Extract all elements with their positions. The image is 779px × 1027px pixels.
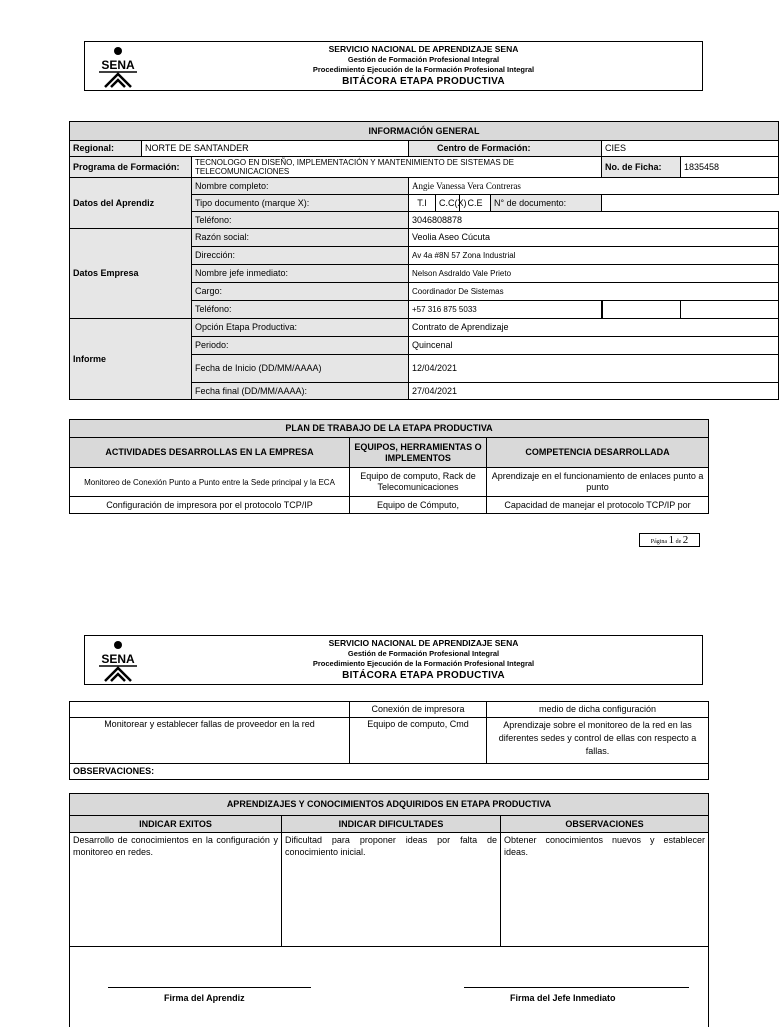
razon-label: Razón social: (192, 229, 409, 247)
plan-competencia: Capacidad de manejar el protocolo TCP/IP por (487, 497, 709, 514)
final-label: Fecha final (DD/MM/AAAA): (192, 383, 409, 400)
plan-competencia: medio de dicha configuración (487, 702, 709, 718)
svg-text:SENA: SENA (101, 58, 135, 72)
col-dificultades: INDICAR DIFICULTADES (282, 816, 501, 833)
info-general-title: INFORMACIÓN GENERAL (70, 122, 779, 141)
header-gestion: Gestión de Formación Profesional Integral (347, 55, 500, 64)
document-header-page-2 (84, 635, 703, 685)
nombre-label: Nombre completo: (192, 178, 409, 195)
plan-trabajo-table (69, 419, 709, 514)
page-sep: de (675, 539, 682, 545)
header-titles (235, 638, 612, 682)
razon-value: Veolia Aseo Cúcuta (409, 229, 779, 247)
page-number (639, 533, 700, 547)
info-general-table (69, 121, 779, 400)
sena-logo-icon (93, 46, 143, 88)
plan-col-actividades: ACTIVIDADES DESARROLLAS EN LA EMPRESA (70, 438, 350, 468)
opcion-label: Opción Etapa Productiva: (192, 319, 409, 337)
informe-section-label: Informe (70, 319, 192, 400)
inicio-label: Fecha de Inicio (DD/MM/AAAA) (192, 355, 409, 383)
cargo-label: Cargo: (192, 283, 409, 301)
final-value: 27/04/2021 (409, 383, 779, 400)
plan-title: PLAN DE TRABAJO DE LA ETAPA PRODUCTIVA (70, 420, 709, 438)
aprendiz-section-label: Datos del Aprendiz (70, 178, 192, 229)
num-doc-value (602, 195, 779, 212)
regional-value: NORTE DE SANTANDER (142, 141, 409, 157)
num-doc-label: N° de documento: (491, 195, 602, 212)
header-procedimiento: Procedimiento Ejecución de la Formación Profesional Integral (312, 65, 535, 74)
observaciones-label: OBSERVACIONES: (70, 764, 709, 780)
direccion-label: Dirección: (192, 247, 409, 265)
page-current: 1 (668, 534, 675, 546)
plan-actividad: Configuración de impresora por el protocolo TCP/IP (70, 497, 350, 514)
tel-empresa-extra-1 (602, 301, 681, 319)
tipo-doc-cc: C.C(X) (436, 195, 460, 212)
tipo-doc-ce: C.E (460, 195, 491, 212)
tel-empresa-label: Teléfono: (192, 301, 409, 319)
plan-actividad (70, 702, 350, 718)
table-row (70, 718, 709, 764)
centro-value: CIES (602, 141, 779, 157)
exitos-text: Desarrollo de conocimientos en la configuración y monitoreo en redes. (70, 833, 282, 947)
opcion-value: Contrato de Aprendizaje (409, 319, 779, 337)
nombre-value: Angie Vanessa Vera Contreras (409, 178, 779, 195)
firma-aprendiz-label: Firma del Aprendiz (164, 993, 245, 1003)
programa-label: Programa de Formación: (70, 157, 192, 178)
tel-aprendiz-value: 3046808878 (409, 212, 779, 229)
dificultades-text: Dificultad para proponer ideas por falta de conocimiento inicial. (282, 833, 501, 947)
plan-col-equipos: EQUIPOS, HERRAMIENTAS O IMPLEMENTOS (350, 438, 487, 468)
aprendizajes-table (69, 793, 709, 1027)
ficha-label: No. de Ficha: (602, 157, 681, 178)
inicio-value: 12/04/2021 (409, 355, 779, 383)
plan-actividad: Monitoreo de Conexión Punto a Punto entre la Sede principal y la ECA (70, 468, 350, 497)
ficha-value: 1835458 (681, 157, 779, 178)
header-bitacora: BITÁCORA ETAPA PRODUCTIVA (342, 670, 505, 681)
page-total: 2 (682, 534, 689, 546)
tel-empresa-extra-2 (681, 301, 779, 319)
observaciones-text: Obtener conocimientos nuevos y establecer ideas. (501, 833, 709, 947)
centro-label: Centro de Formación: (409, 141, 602, 157)
plan-equipos: Equipo de Cómputo, (350, 497, 487, 514)
direccion-value: Av 4a #8N 57 Zona Industrial (409, 247, 779, 265)
aprendizajes-title: APRENDIZAJES Y CONOCIMIENTOS ADQUIRIDOS EN ETAPA PRODUCTIVA (70, 794, 709, 816)
table-row (70, 468, 709, 497)
plan-equipos: Equipo de computo, Cmd (350, 718, 487, 764)
header-bitacora: BITÁCORA ETAPA PRODUCTIVA (342, 76, 505, 87)
firma-aprendiz-line (108, 987, 311, 988)
plan-competencia: Aprendizaje en el funcionamiento de enlaces punto a punto (487, 468, 709, 497)
tel-aprendiz-label: Teléfono: (192, 212, 409, 229)
table-row (70, 497, 709, 514)
plan-continuation-table (69, 701, 709, 780)
periodo-label: Periodo: (192, 337, 409, 355)
periodo-value: Quincenal (409, 337, 779, 355)
jefe-label: Nombre jefe inmediato: (192, 265, 409, 283)
cargo-value: Coordinador De Sistemas (409, 283, 779, 301)
programa-value: TECNOLOGO EN DISEÑO, IMPLEMENTACIÓN Y MANTENIMIENTO DE SISTEMAS DE TELECOMUNICACIONES (192, 157, 602, 178)
header-org: SERVICIO NACIONAL DE APRENDIZAJE SENA (328, 44, 519, 54)
jefe-value: Nelson Asdraldo Vale Prieto (409, 265, 779, 283)
regional-label: Regional: (70, 141, 142, 157)
document-header (84, 41, 703, 91)
plan-equipos: Equipo de computo, Rack de Telecomunicaciones (350, 468, 487, 497)
firma-jefe-label: Firma del Jefe Inmediato (510, 993, 616, 1003)
tel-empresa-value: +57 316 875 5033 (409, 301, 602, 319)
sena-logo-icon (93, 640, 143, 682)
header-gestion: Gestión de Formación Profesional Integral (347, 649, 500, 658)
plan-col-competencia: COMPETENCIA DESARROLLADA (487, 438, 709, 468)
header-titles (235, 44, 612, 88)
page-label: Página (650, 539, 668, 545)
header-procedimiento: Procedimiento Ejecución de la Formación Profesional Integral (312, 659, 535, 668)
tipo-doc-label: Tipo documento (marque X): (192, 195, 409, 212)
firma-jefe-line (464, 987, 689, 988)
table-row (70, 702, 709, 718)
plan-actividad: Monitorear y establecer fallas de proveedor en la red (70, 718, 350, 764)
header-org: SERVICIO NACIONAL DE APRENDIZAJE SENA (328, 638, 519, 648)
plan-equipos: Conexión de impresora (350, 702, 487, 718)
col-exitos: INDICAR EXITOS (70, 816, 282, 833)
plan-competencia: Aprendizaje sobre el monitoreo de la red en las diferentes sedes y control de ellas con respecto a fallas. (487, 718, 709, 764)
svg-text:SENA: SENA (101, 652, 135, 666)
tipo-doc-ti: T.I (409, 195, 436, 212)
col-observaciones: OBSERVACIONES (501, 816, 709, 833)
empresa-section-label: Datos Empresa (70, 229, 192, 319)
